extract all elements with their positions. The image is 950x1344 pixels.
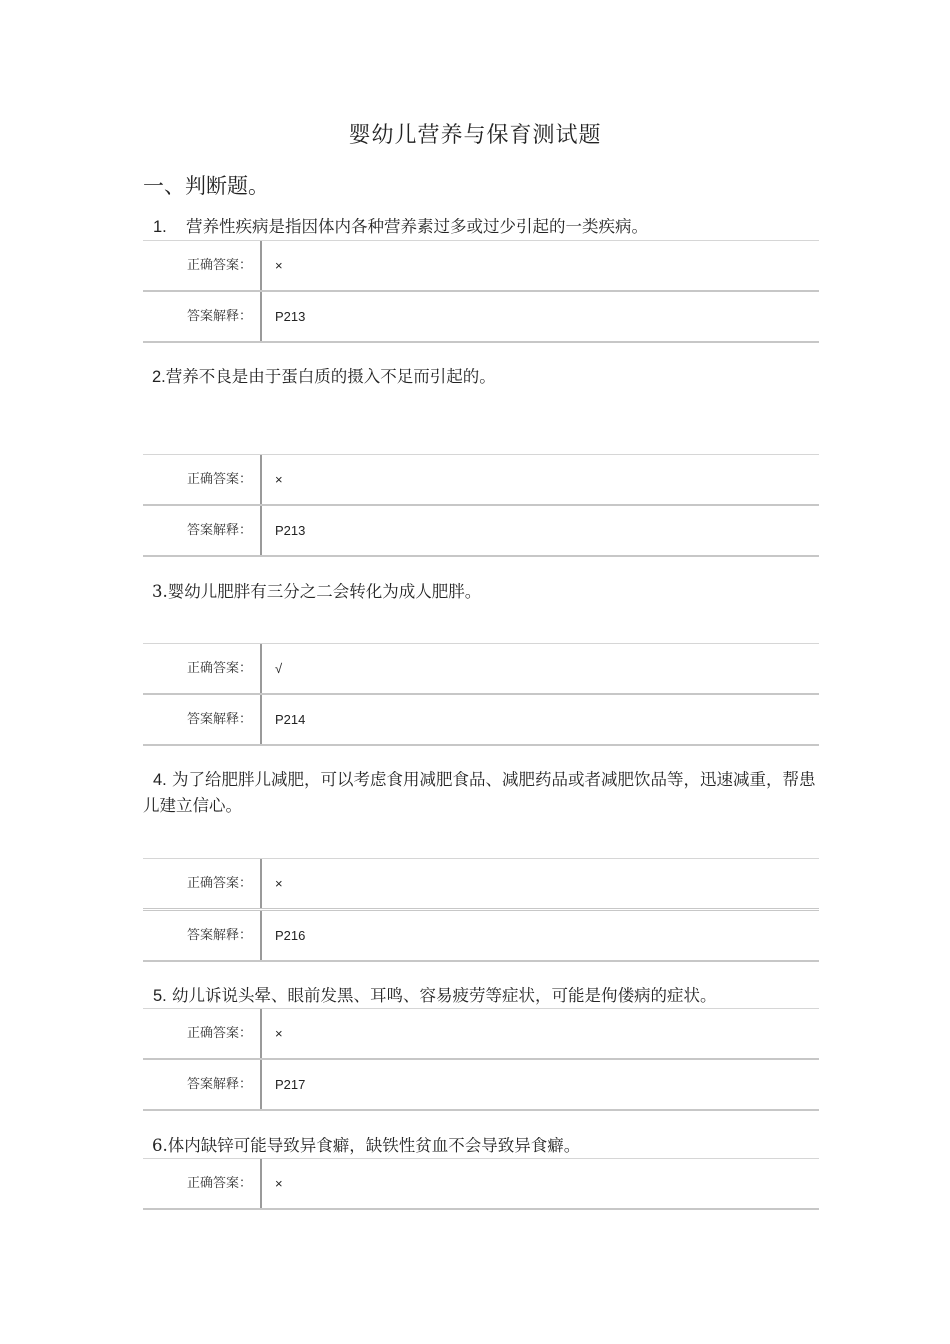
correct-answer-label: 正确答案： (143, 1009, 262, 1058)
explanation-row (143, 1058, 819, 1111)
correct-answer-value: × (275, 1026, 283, 1041)
explanation-value: P213 (275, 523, 306, 538)
answer-table-2 (143, 454, 819, 557)
explanation-label: 答案解释： (143, 292, 262, 341)
explanation-row (143, 504, 819, 557)
question-number: 2. (152, 368, 166, 386)
question-text: 为了给肥胖儿减肥，可以考虑食用减肥食品、减肥药品或者减肥饮品等，迅速减重，帮患儿建立信心。 (143, 770, 816, 815)
correct-answer-value: × (275, 258, 283, 273)
question-text: 营养不良是由于蛋白质的摄入不足而引起的。 (165, 367, 496, 386)
explanation-label: 答案解释： (143, 911, 262, 960)
question-6 (152, 1133, 832, 1158)
question-1 (153, 214, 833, 240)
explanation-value: P217 (275, 1077, 306, 1092)
correct-answer-value: × (275, 472, 283, 487)
explanation-label: 答案解释： (143, 695, 262, 744)
correct-answer-label: 正确答案： (143, 241, 262, 290)
page-title: 婴幼儿营养与保育测试题 (348, 123, 602, 148)
explanation-row (143, 290, 819, 343)
correct-answer-label: 正确答案： (143, 859, 262, 908)
answer-table-3 (143, 643, 819, 746)
answer-table-6 (143, 1158, 819, 1210)
question-number: 5. (153, 987, 167, 1005)
section-heading: 一、判断题。 (143, 174, 269, 198)
question-text: 幼儿诉说头晕、眼前发黑、耳鸣、容易疲劳等症状，可能是佝偻病的症状。 (172, 986, 717, 1005)
correct-answer-value: × (275, 1176, 283, 1191)
answer-table-4 (143, 858, 819, 962)
question-text: 婴幼儿肥胖有三分之二会转化为成人肥胖。 (167, 582, 482, 601)
correct-answer-value: √ (275, 661, 283, 676)
question-number: 1. (153, 218, 167, 236)
question-5 (153, 983, 833, 1009)
correct-answer-label: 正确答案： (143, 644, 262, 693)
answer-table-5 (143, 1008, 819, 1111)
answer-row (143, 858, 819, 908)
question-number: 6. (152, 1136, 168, 1155)
answer-row (143, 1158, 819, 1210)
question-2 (152, 364, 832, 390)
explanation-value: P213 (275, 309, 306, 324)
question-text: 体内缺锌可能导致异食癖，缺铁性贫血不会导致异食癖。 (167, 1136, 581, 1155)
answer-row (143, 1008, 819, 1058)
explanation-label: 答案解释： (143, 1060, 262, 1109)
answer-row (143, 454, 819, 504)
explanation-row (143, 693, 819, 746)
correct-answer-label: 正确答案： (143, 455, 262, 504)
correct-answer-label: 正确答案： (143, 1159, 262, 1208)
question-text: 营养性疾病是指因体内各种营养素过多或过少引起的一类疾病。 (186, 217, 649, 236)
answer-row (143, 240, 819, 290)
explanation-label: 答案解释： (143, 506, 262, 555)
explanation-value: P214 (275, 712, 306, 727)
question-4 (143, 767, 819, 818)
question-number: 4. (153, 771, 167, 789)
question-number: 3. (152, 582, 168, 601)
question-3 (152, 579, 832, 604)
explanation-row (143, 908, 819, 962)
answer-table-1 (143, 240, 819, 343)
correct-answer-value: × (275, 876, 283, 891)
answer-row (143, 643, 819, 693)
explanation-value: P216 (275, 928, 306, 943)
